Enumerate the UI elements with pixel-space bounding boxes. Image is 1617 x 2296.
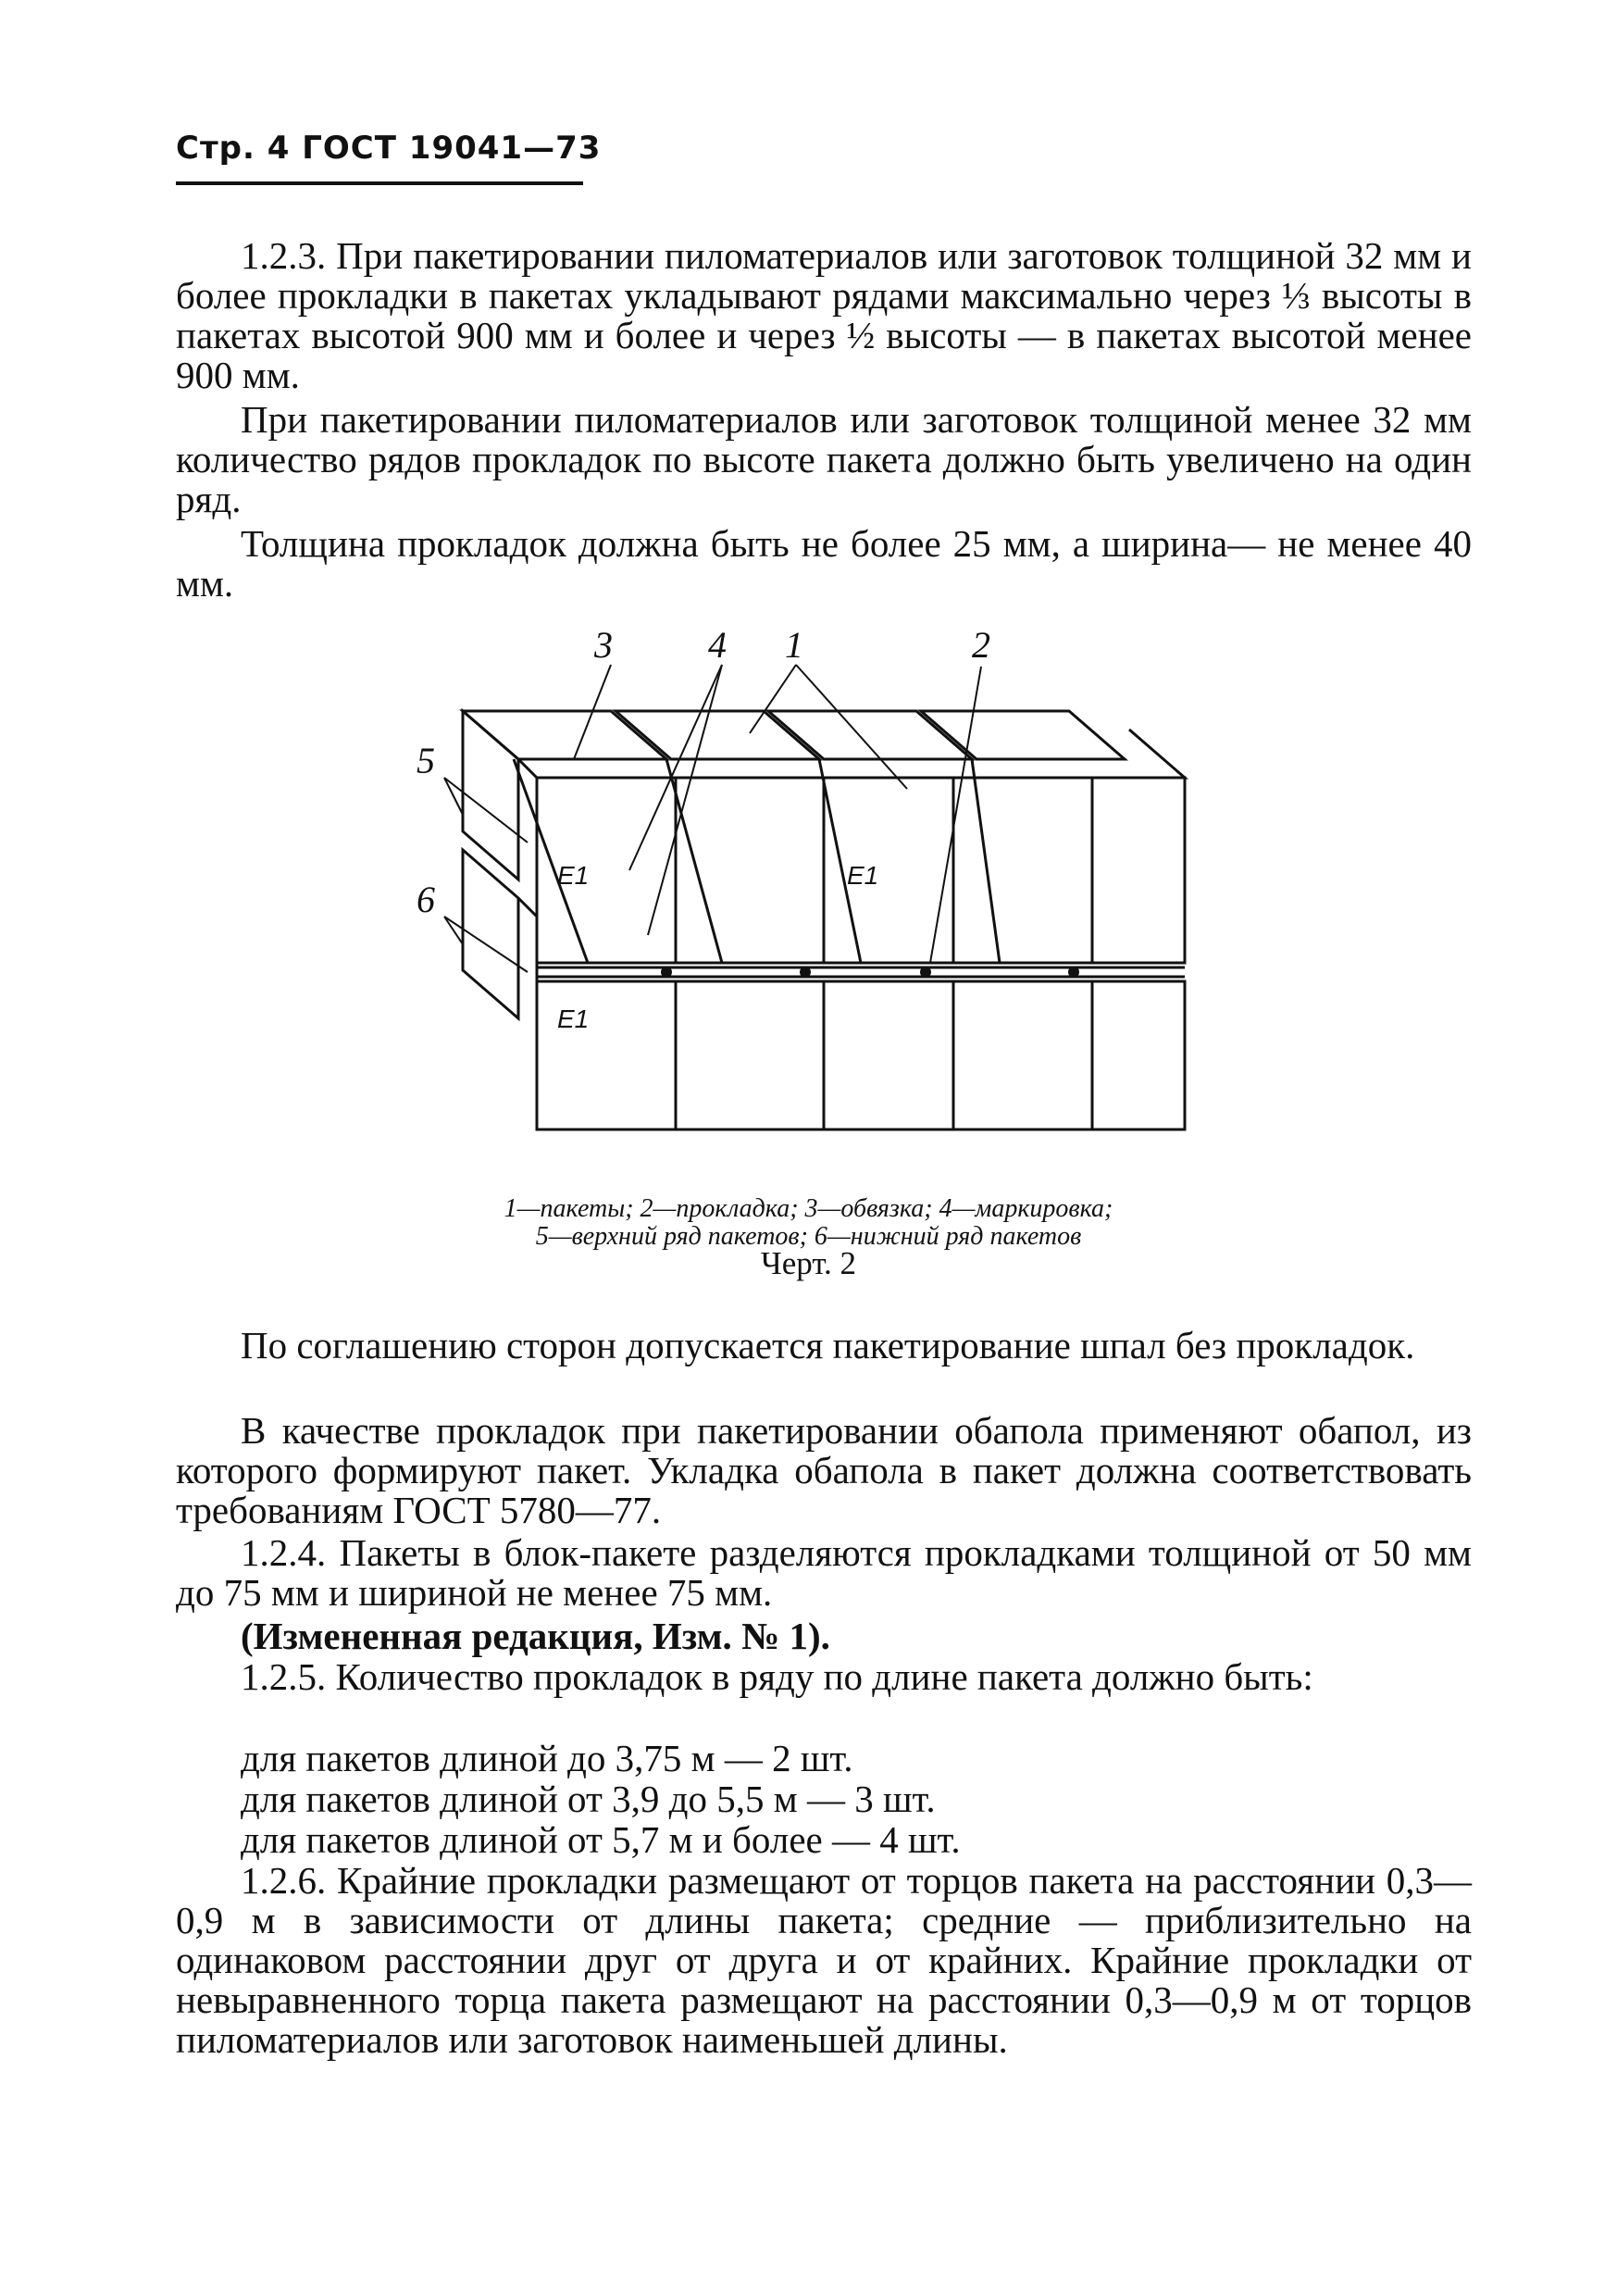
paragraph-1-2-5: 1.2.5. Количество прокладок в ряду по длине пакета должно быть: <box>241 1655 1313 1698</box>
paragraph-1-2-6: 1.2.6. Крайние прокладки размещают от торцов пакета на расстоянии 0,3—0,9 м в зависимости от длины пакета; средние — приблизительно на одинаковом расстоянии друг от друга и от крайних. Крайние прокладки от невыравненного торца пакета размещают на расстоянии 0,3—0,9 м от торцов пиломатериалов или заготовок наименьшей длины. <box>176 1859 1472 2061</box>
paragraph-1-2-4: 1.2.4. Пакеты в блок-пакете разделяются прокладками толщиной от 50 мм до 75 мм и шириной не менее 75 мм. <box>176 1531 1472 1614</box>
list-item: для пакетов длиной до 3,75 м — 2 шт. <box>241 1737 853 1779</box>
paragraph-agreement: По соглашению сторон допускается пакетирование шпал без прокладок. <box>241 1324 1415 1366</box>
marking-label: Е1 <box>557 861 590 890</box>
figure-label: Черт. 2 <box>761 1245 856 1281</box>
figure-packages <box>389 630 1222 1148</box>
callout-3: 3 <box>594 630 613 666</box>
callout-5: 5 <box>417 740 435 781</box>
callout-6: 6 <box>417 879 435 920</box>
marking-label: Е1 <box>847 861 879 890</box>
paragraph-1-2-3: 1.2.3. При пакетировании пиломатериалов или заготовок толщиной 32 мм и более прокладки в пакетах укладывают рядами максимально через ⅓ высоты в пакетах высотой 900 мм и более и через ½ высоты — в пакетах высотой менее 900 мм. <box>176 234 1472 396</box>
list-item: для пакетов длиной от 3,9 до 5,5 м — 3 шт. <box>241 1778 936 1820</box>
paragraph-1-2-3-b: При пакетировании пиломатериалов или заготовок толщиной менее 32 мм количество рядов прокладок по высоте пакета должно быть увеличено на один ряд. <box>176 398 1472 520</box>
callout-4: 4 <box>708 630 727 666</box>
paragraph-obapol: В качестве прокладок при пакетировании обапола применяют обапол, из которого формируют пакет. Укладка обапола в пакет должна соответствовать требованиям ГОСТ 5780—77. <box>176 1409 1472 1531</box>
callout-2: 2 <box>972 630 990 666</box>
callout-1: 1 <box>785 630 803 666</box>
figure-caption-line-2: 5—верхний ряд пакетов; 6—нижний ряд пакетов <box>535 1222 1082 1251</box>
figure-caption-line-1: 1—пакеты; 2—прокладка; 3—обвязка; 4—маркировка; <box>504 1194 1113 1223</box>
header-rule <box>176 181 583 185</box>
paragraph-1-2-4-note: (Измененная редакция, Изм. № 1). <box>241 1615 830 1657</box>
list-item: для пакетов длиной от 5,7 м и более — 4 шт. <box>241 1818 961 1861</box>
paragraph-1-2-3-c: Толщина прокладок должна быть не более 25 мм, а ширина— не менее 40 мм. <box>176 522 1472 605</box>
page-header: Стр. 4 ГОСТ 19041—73 <box>176 130 602 167</box>
marking-label: Е1 <box>557 1004 590 1033</box>
